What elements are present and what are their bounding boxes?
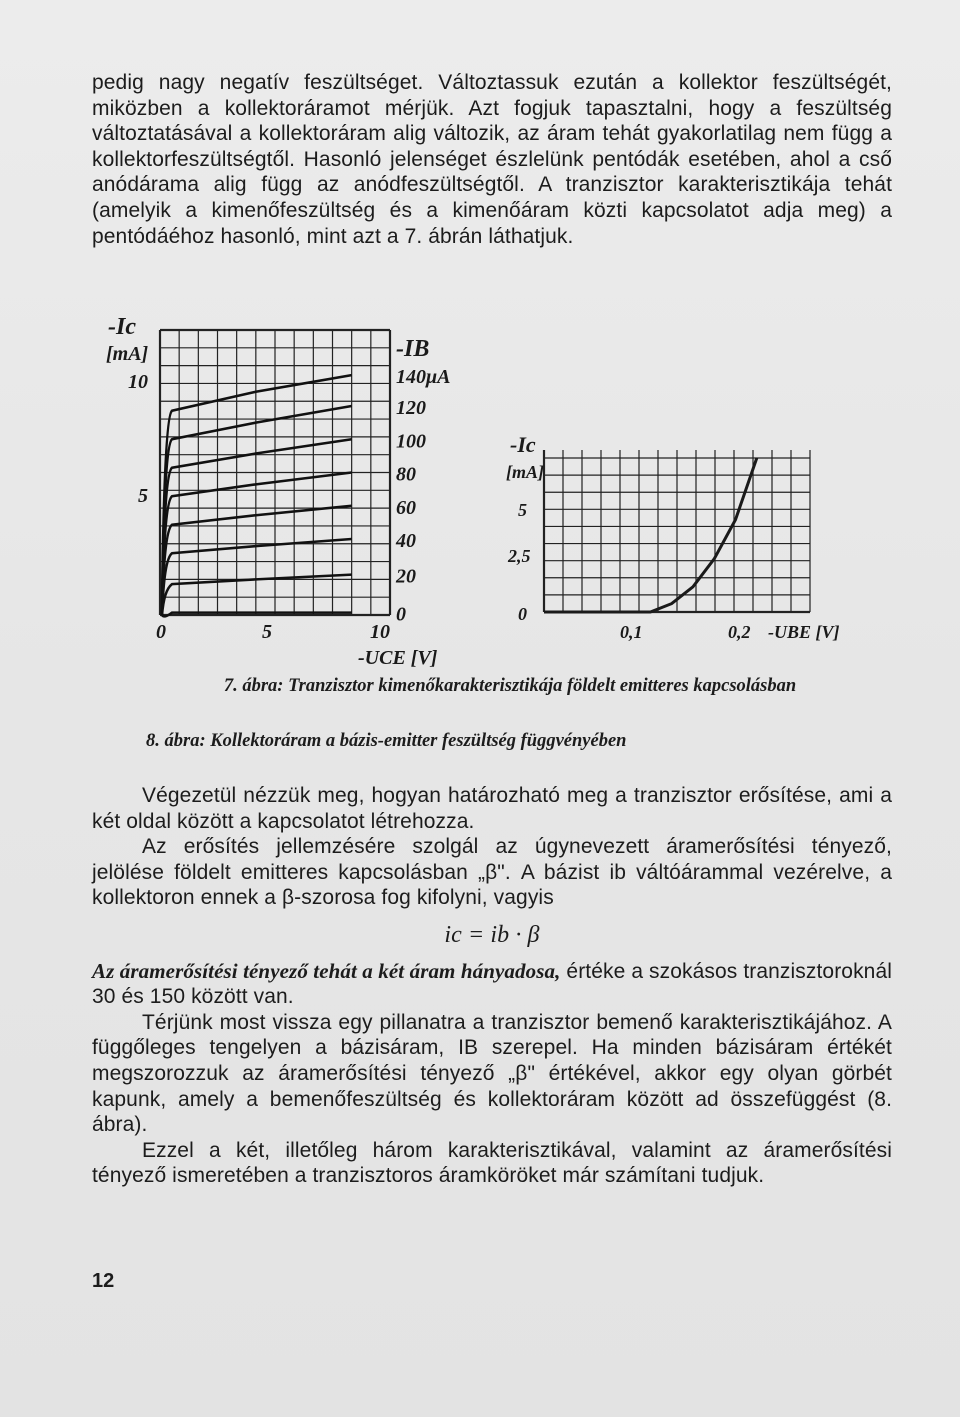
figure-7-curve-label-2: 100 xyxy=(396,430,426,453)
figure-8-y-tick-2-5: 2,5 xyxy=(508,546,531,566)
figure-7-x-tick-0: 0 xyxy=(156,621,166,643)
figure-7-x-tick-5: 5 xyxy=(262,621,272,643)
figure-7-curve-6 xyxy=(162,575,352,615)
figure-8-transfer-characteristic xyxy=(500,420,860,660)
figure-7-x-axis-label: -UCE [V] xyxy=(358,647,438,669)
figure-8-y-axis-label: -Ic xyxy=(510,432,536,457)
figure-7-curve-label-5: 40 xyxy=(396,530,416,552)
figure-8-y-unit: [mA] xyxy=(506,462,544,482)
figure-7-curve-label-4: 60 xyxy=(396,496,416,519)
figure-7-param-label: -IB xyxy=(396,336,430,362)
figure-7-y-unit: [mA] xyxy=(106,343,149,365)
figure-8-caption-text: ábra: Kollektoráram a bázis-emitter feszültség függvényében xyxy=(164,731,627,751)
gain-definition: Az áramerősítési tényező tehát a két áram hányadosa, xyxy=(92,958,561,983)
paragraph-amplification: Végezetül nézzük meg, hogyan határozható meg a tranzisztor erősítése, ami a két oldal között a kapcsolatot létrehozza. xyxy=(92,784,892,833)
figure-7-curve-2 xyxy=(162,439,352,615)
figure-8-grid xyxy=(544,450,810,612)
gain-range: értéke a szokásos tranzisztoroknál 30 és 150 között van. xyxy=(92,959,893,1009)
figure-7-x-tick-10: 10 xyxy=(370,621,390,643)
paragraph-beta: Az erősítés jellemzésére szolgál az úgynevezett áramerősítési tényező, jelölése földelt emitteres kapcsolásban „β". A bázist ib váltóárammal vezérelve, a kollektoron ennek a β-szorosa fog kifolyni, vagyis xyxy=(92,835,892,910)
top-paragraph xyxy=(92,70,892,249)
figure-8-y-tick-5: 5 xyxy=(518,500,527,520)
paragraph-input-characteristic: Térjünk most vissza egy pillanatra a tranzisztor bemenő karakterisztikájához. A függőleges tengelyen a bázisáram, IB szerepel. Ha minden bázisáram értékét megszorozzuk az áramerősítési tényező „β" értékével, akkor egy olyan görbét kapunk, amely a bemenőfeszültség és kollektoráram között ad összefüggést (8. ábra). xyxy=(92,1010,892,1137)
figure-7-curve-labels xyxy=(395,366,450,626)
figure-8-caption-number: 8. xyxy=(146,731,160,751)
figure-8-x-tick-0: 0 xyxy=(518,604,527,624)
figure-7-y-tick-5: 5 xyxy=(138,485,148,507)
page-number: 12 xyxy=(92,1270,115,1292)
figure-7-curve-label-0: 140μA xyxy=(396,366,451,389)
figure-7-grid xyxy=(160,330,390,615)
figure-7-output-characteristic xyxy=(100,300,520,680)
figure-8-x-axis-label: -UBE [V] xyxy=(768,622,840,642)
figure-7-curve-label-3: 80 xyxy=(396,463,416,486)
paragraph-conclusion: Ezzel a két, illetőleg három karakterisztikával, valamint az áramerősítési tényező ismeretében a tranzisztoros áramköröket már számítani tudjuk. xyxy=(92,1138,892,1188)
bottom-text xyxy=(92,783,892,1189)
figure-7-curves xyxy=(162,375,352,616)
figure-7-curve-label-1: 120 xyxy=(396,397,426,419)
figure-8-curve xyxy=(544,458,757,612)
paragraph-gain-range xyxy=(92,959,892,1010)
figure-7-caption-text: ábra: Tranzisztor kimenőkarakterisztikája földelt emitteres kapcsolásban xyxy=(242,676,797,696)
figure-8-caption xyxy=(146,730,886,752)
formula-ic: ic = ib · β xyxy=(444,921,540,948)
paragraph-intro: pedig nagy negatív feszültséget. Változtassuk ezután a kollektor feszültségét, miközben a kollektoráramot mérjük. Azt fogjuk tapasztalni, hogy a feszültség változtatásával a kollektoráram alig változik, az áram tehát gyakorlatilag nem függ a kollektorfeszültségtől. Hasonló jelenséget észlelünk pentódák esetében, ahol a cső anódárama alig függ az anódfeszültségtől. A tranzisztor karakterisztikája tehát (amelyik a kimenőfeszültség és a kimenőáram közti kapcsolatot adja meg) a pentódáéhoz hasonló, mint azt a 7. ábrán láthatjuk. xyxy=(92,71,892,248)
figure-7-caption xyxy=(140,675,880,697)
figure-7-y-axis-label: -Ic xyxy=(108,314,136,340)
figure-7-curve-4 xyxy=(162,506,352,615)
figure-7-curve-label-7: 0 xyxy=(396,603,406,626)
figure-7-caption-number: 7. xyxy=(223,676,238,696)
figure-7-y-tick-10: 10 xyxy=(128,371,148,393)
figure-7-curve-label-6: 20 xyxy=(396,565,416,588)
figure-8-x-tick-0-1: 0,1 xyxy=(620,622,643,642)
figure-8-x-tick-0-2: 0,2 xyxy=(728,622,751,642)
